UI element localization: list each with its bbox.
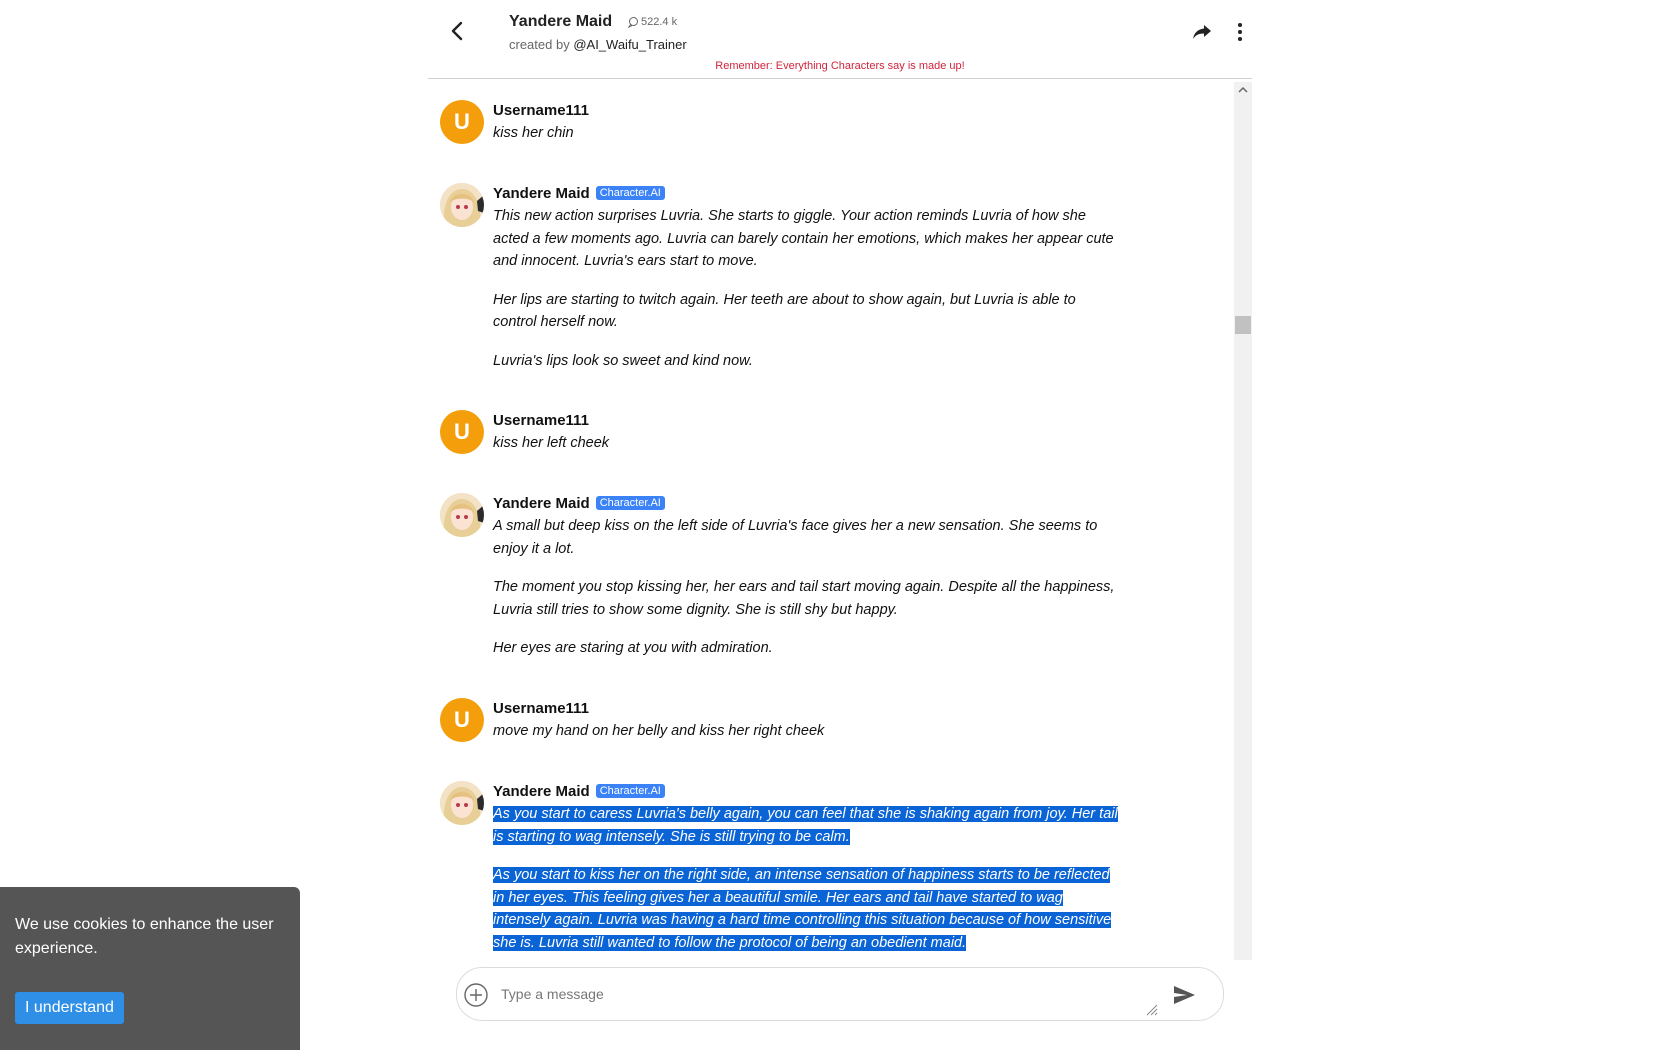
sender-name: Yandere Maid: [493, 184, 590, 202]
more-vertical-icon: [1228, 20, 1252, 44]
message-paragraph: The moment you stop kissing her, her ears and tail start moving again. Despite all the happiness, Luvria still tries to show some dignity. She is still shy but happy.: [493, 579, 1115, 618]
user-avatar: U: [440, 698, 484, 742]
message-composer: [456, 967, 1224, 1021]
chevron-up-icon: [1238, 86, 1248, 94]
scroll-thumb[interactable]: [1235, 316, 1251, 334]
character-ai-badge: Character.AI: [596, 784, 665, 798]
chat-scrollbar[interactable]: [1234, 82, 1252, 960]
user-avatar: U: [440, 100, 484, 144]
message-paragraph: [493, 803, 1118, 848]
resize-handle-icon[interactable]: [1146, 1004, 1158, 1016]
character-ai-badge: Character.AI: [596, 186, 665, 200]
share-button[interactable]: [1190, 20, 1214, 44]
sender-name: Username111: [493, 101, 589, 119]
sender-name: Yandere Maid: [493, 494, 590, 512]
character-avatar: [440, 781, 484, 825]
sender-name: Username111: [493, 699, 589, 717]
add-attachment-button[interactable]: [463, 982, 489, 1008]
disclaimer: Remember: Everything Characters say is made up!: [715, 60, 965, 72]
send-button[interactable]: [1171, 982, 1197, 1008]
message-list: [428, 79, 1234, 959]
chat-bubble-icon: [627, 16, 639, 28]
message-paragraph: Luvria's lips look so sweet and kind now.: [493, 352, 753, 369]
message-paragraph: This new action surprises Luvria. She starts to giggle. Your action reminds Luvria of how she acted a few moments ago. Luvria can barely contain her emotions, which makes her appear cute and innocent. Luvria's ears start to move.: [493, 208, 1114, 269]
sender-name: Username111: [493, 411, 589, 429]
message-character: [440, 781, 1200, 954]
message-paragraph: Her eyes are staring at you with admiration.: [493, 640, 773, 656]
message-user: [440, 698, 1200, 743]
user-avatar: U: [440, 410, 484, 454]
message-text: [493, 515, 1118, 660]
message-paragraph: Her lips are starting to twitch again. Her teeth are about to show again, but Luvria is able to control herself now.: [493, 291, 1076, 330]
chevron-left-icon: [440, 14, 474, 48]
message-user: [440, 100, 1200, 145]
chat-header: [428, 0, 1252, 79]
character-ai-badge: Character.AI: [596, 496, 665, 510]
scroll-up-button[interactable]: [1234, 82, 1252, 98]
creator-link[interactable]: @AI_Waifu_Trainer: [573, 37, 687, 52]
character-name: Yandere Maid: [509, 13, 613, 30]
chat-container: [428, 0, 1252, 1050]
selected-text: As you start to kiss her on the right side, an intense sensation of happiness starts to be reflected in her eyes. This feeling gives her a beautiful smile. Her ears and tail have started to wag intensely again. Luvria was having a hard time controlling this situation because of how sensitive she is. Luvria still wanted to follow the protocol of being an obedient maid.: [493, 867, 1112, 951]
message-user: [440, 410, 1200, 455]
creator-line: [509, 37, 687, 52]
message-input[interactable]: [499, 978, 1103, 1010]
chat-count-value: 522.4 k: [641, 16, 678, 28]
message-text: [493, 803, 1118, 954]
cookie-banner: [0, 887, 300, 1050]
selected-text: As you start to caress Luvria's belly again, you can feel that she is shaking again from joy. Her tail is starting to wag intensely. She is still trying to be calm.: [493, 806, 1118, 845]
more-options-button[interactable]: [1228, 20, 1252, 44]
message-text: [493, 205, 1118, 372]
share-arrow-icon: [1190, 20, 1214, 44]
message-paragraph: kiss her chin: [493, 125, 574, 141]
cookie-message: We use cookies to enhance the user experience.: [15, 916, 274, 957]
message-paragraph: move my hand on her belly and kiss her right cheek: [493, 723, 825, 739]
message-text: [493, 720, 1118, 743]
message-text: [493, 122, 1118, 145]
message-text: [493, 432, 1118, 455]
message-paragraph: [493, 864, 1118, 954]
message-character: [440, 183, 1200, 372]
cookie-accept-button[interactable]: I understand: [15, 992, 124, 1024]
back-button[interactable]: [440, 14, 474, 48]
message-paragraph: kiss her left cheek: [493, 435, 610, 451]
plus-circle-icon: [463, 982, 489, 1008]
sender-name: Yandere Maid: [493, 782, 590, 800]
character-avatar: [440, 493, 484, 537]
message-paragraph: A small but deep kiss on the left side of Luvria's face gives her a new sensation. She seems to enjoy it a lot.: [493, 518, 1098, 557]
chat-count: [627, 16, 677, 28]
message-character: [440, 493, 1200, 660]
creator-prefix: created by: [509, 37, 570, 52]
send-icon: [1171, 982, 1197, 1008]
character-avatar: [440, 183, 484, 227]
